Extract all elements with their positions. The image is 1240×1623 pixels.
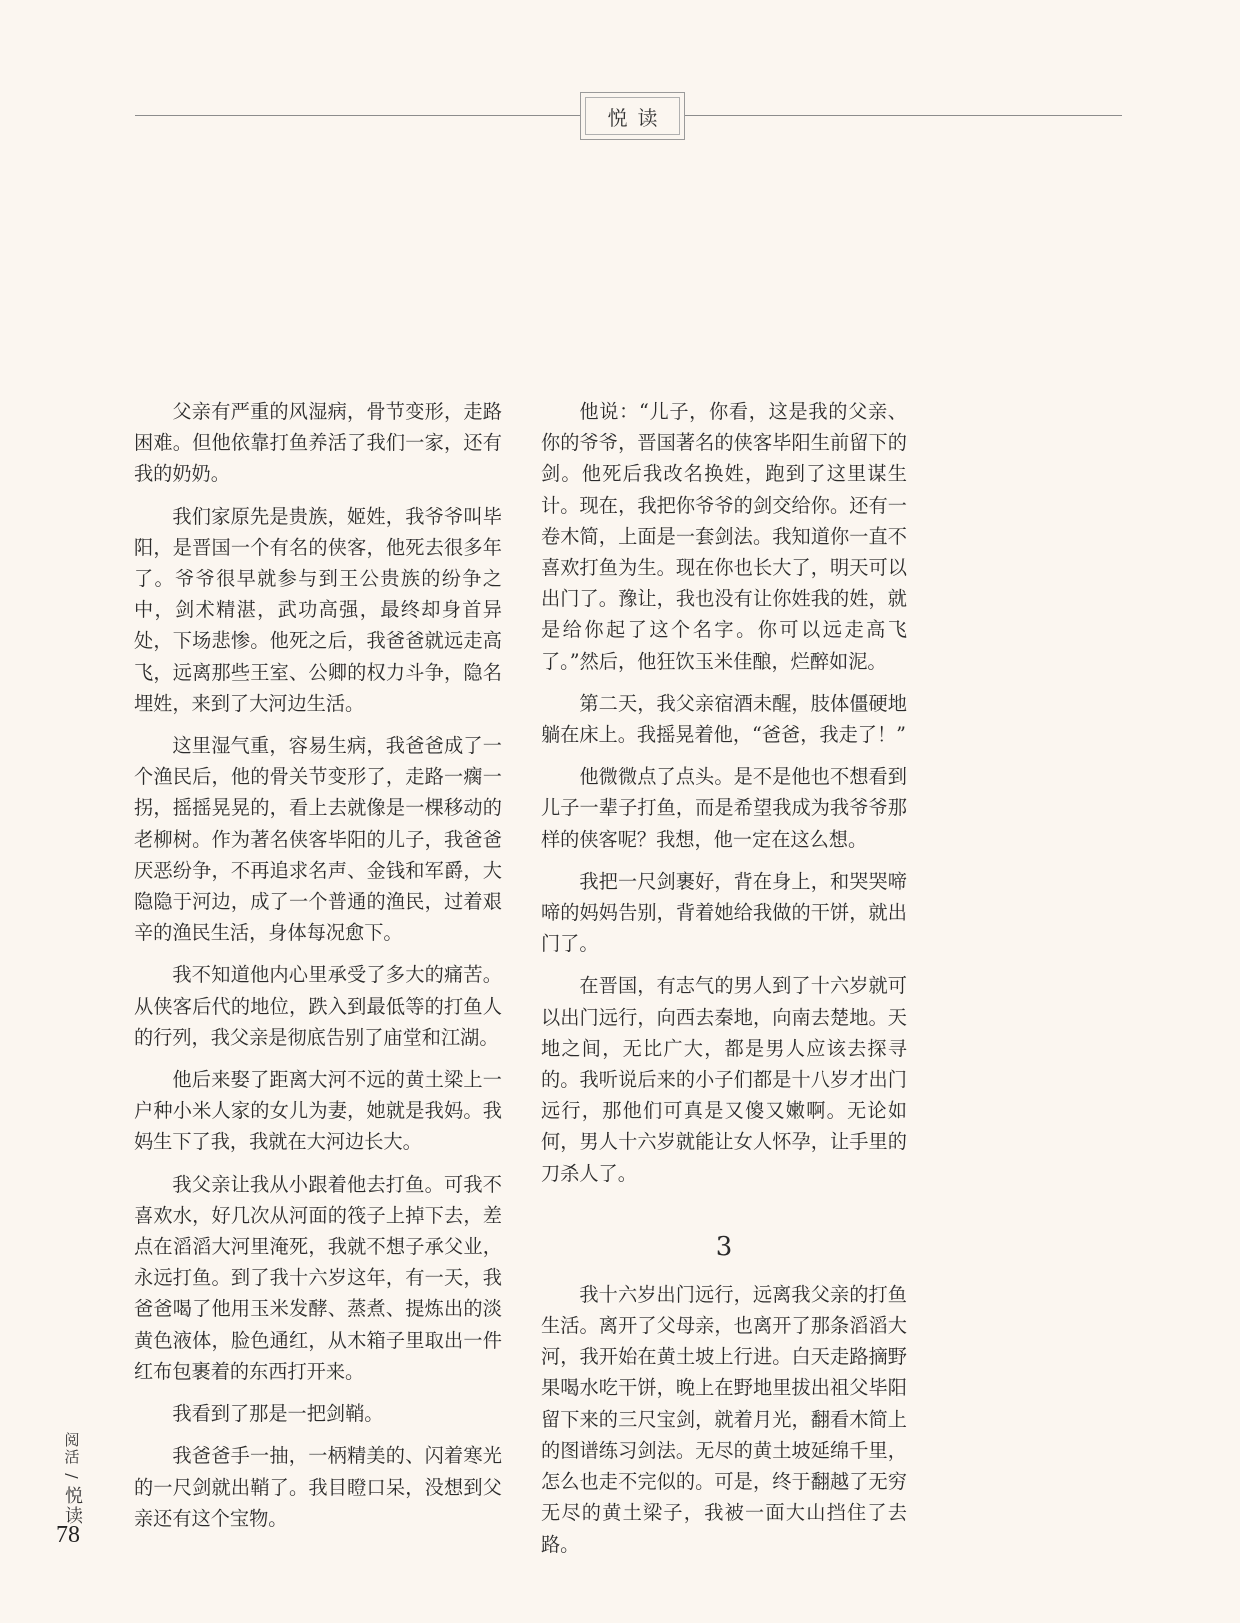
header-rule-right (685, 115, 1122, 116)
paragraph: 他说：“儿子，你看，这是我的父亲、你的爷爷，晋国著名的侠客毕阳生前留下的剑。他死后我改名换姓，跑到了这里谋生计。现在，我把你爷爷的剑交给你。还有一卷木简，上面是一套剑法。我知道你一直不喜欢打鱼为生。现在你也长大了，明天可以出门了。豫让，我也没有让你姓我的姓，就是给你起了这个名字。你可以远走高飞了。”然后，他狂饮玉米佳酿，烂醉如泥。 (541, 400, 907, 673)
right-column (541, 396, 907, 1571)
left-column (134, 396, 502, 1545)
margin-section-label (60, 1432, 84, 1526)
section-number: 3 (715, 1231, 733, 1262)
header-title-box (580, 92, 685, 140)
margin-magazine-name: 阅活 (62, 1432, 81, 1466)
paragraph: 我看到了那是一把剑鞘。 (172, 1402, 384, 1426)
page-number: 78 (56, 1522, 80, 1548)
header-title: 悦读 (585, 97, 680, 135)
paragraph: 我父亲让我从小跟着他去打鱼。可我不喜欢水，好几次从河面的筏子上掉下去，差点在滔滔大河里淹死，我就不想子承父业，永远打鱼。到了我十六岁这年，有一天，我爸爸喝了他用玉米发酵、蒸煮、提炼出的淡黄色液体，脸色通红，从木箱子里取出一件红布包裹着的东西打开来。 (134, 1172, 502, 1383)
paragraph: 我不知道他内心里承受了多大的痛苦。从侠客后代的地位，跌入到最低等的打鱼人的行列，我父亲是彻底告别了庙堂和江湖。 (134, 963, 502, 1049)
paragraph: 这里湿气重，容易生病，我爸爸成了一个渔民后，他的骨关节变形了，走路一瘸一拐，摇摇晃晃的，看上去就像是一棵移动的老柳树。作为著名侠客毕阳的儿子，我爸爸厌恶纷争，不再追求名声、金钱和军爵，大隐隐于河边，成了一个普通的渔民，过着艰辛的渔民生活，身体每况愈下。 (134, 734, 502, 945)
paragraph: 我们家原先是贵族，姬姓，我爷爷叫毕阳，是晋国一个有名的侠客，他死去很多年了。爷爷很早就参与到王公贵族的纷争之中，剑术精湛，武功高强，最终却身首异处，下场悲惨。他死之后，我爸爸就远走高飞，远离那些王室、公卿的权力斗争，隐名埋姓，来到了大河边生活。 (134, 504, 502, 715)
paragraph: 他后来娶了距离大河不远的黄土梁上一户种小米人家的女儿为妻，她就是我妈。我妈生下了我，我就在大河边长大。 (134, 1068, 502, 1154)
header-rule-left (135, 115, 580, 116)
paragraph: 我爸爸手一抽，一柄精美的、闪着寒光的一尺剑就出鞘了。我目瞪口呆，没想到父亲还有这个宝物。 (134, 1444, 502, 1530)
paragraph: 他微微点了点头。是不是他也不想看到儿子一辈子打鱼，而是希望我成为我爷爷那样的侠客呢？我想，他一定在这么想。 (541, 765, 907, 851)
paragraph: 第二天，我父亲宿酒未醒，肢体僵硬地躺在床上。我摇晃着他，“爸爸，我走了！” (541, 691, 907, 747)
paragraph: 在晋国，有志气的男人到了十六岁就可以出门远行，向西去秦地，向南去楚地。天地之间，无比广大，都是男人应该去探寻的。我听说后来的小子们都是十八岁才出门远行，那他们可真是又傻又嫩啊。无论如何，男人十六岁就能让女人怀孕，让手里的刀杀人了。 (541, 974, 907, 1185)
paragraph: 我把一尺剑裹好，背在身上，和哭哭啼啼的妈妈告别，背着她给我做的干饼，就出门了。 (541, 869, 907, 956)
margin-section-name: 悦读 (62, 1486, 83, 1526)
paragraph: 我十六岁出门远行，远离我父亲的打鱼生活。离开了父母亲，也离开了那条滔滔大河，我开始在黄土坡上行进。白天走路摘野果喝水吃干饼，晚上在野地里拔出祖父毕阳留下来的三尺宝剑，就着月光，翻看木简上的图谱练习剑法。无尽的黄土坡延绵千里，怎么也走不完似的。可是，终于翻越了无穷无尽的黄土梁子，我被一面大山挡住了去路。 (541, 1282, 907, 1556)
margin-separator: / (62, 1473, 82, 1479)
paragraph: 父亲有严重的风湿病，骨节变形，走路困难。但他依靠打鱼养活了我们一家，还有我的奶奶。 (134, 400, 502, 486)
